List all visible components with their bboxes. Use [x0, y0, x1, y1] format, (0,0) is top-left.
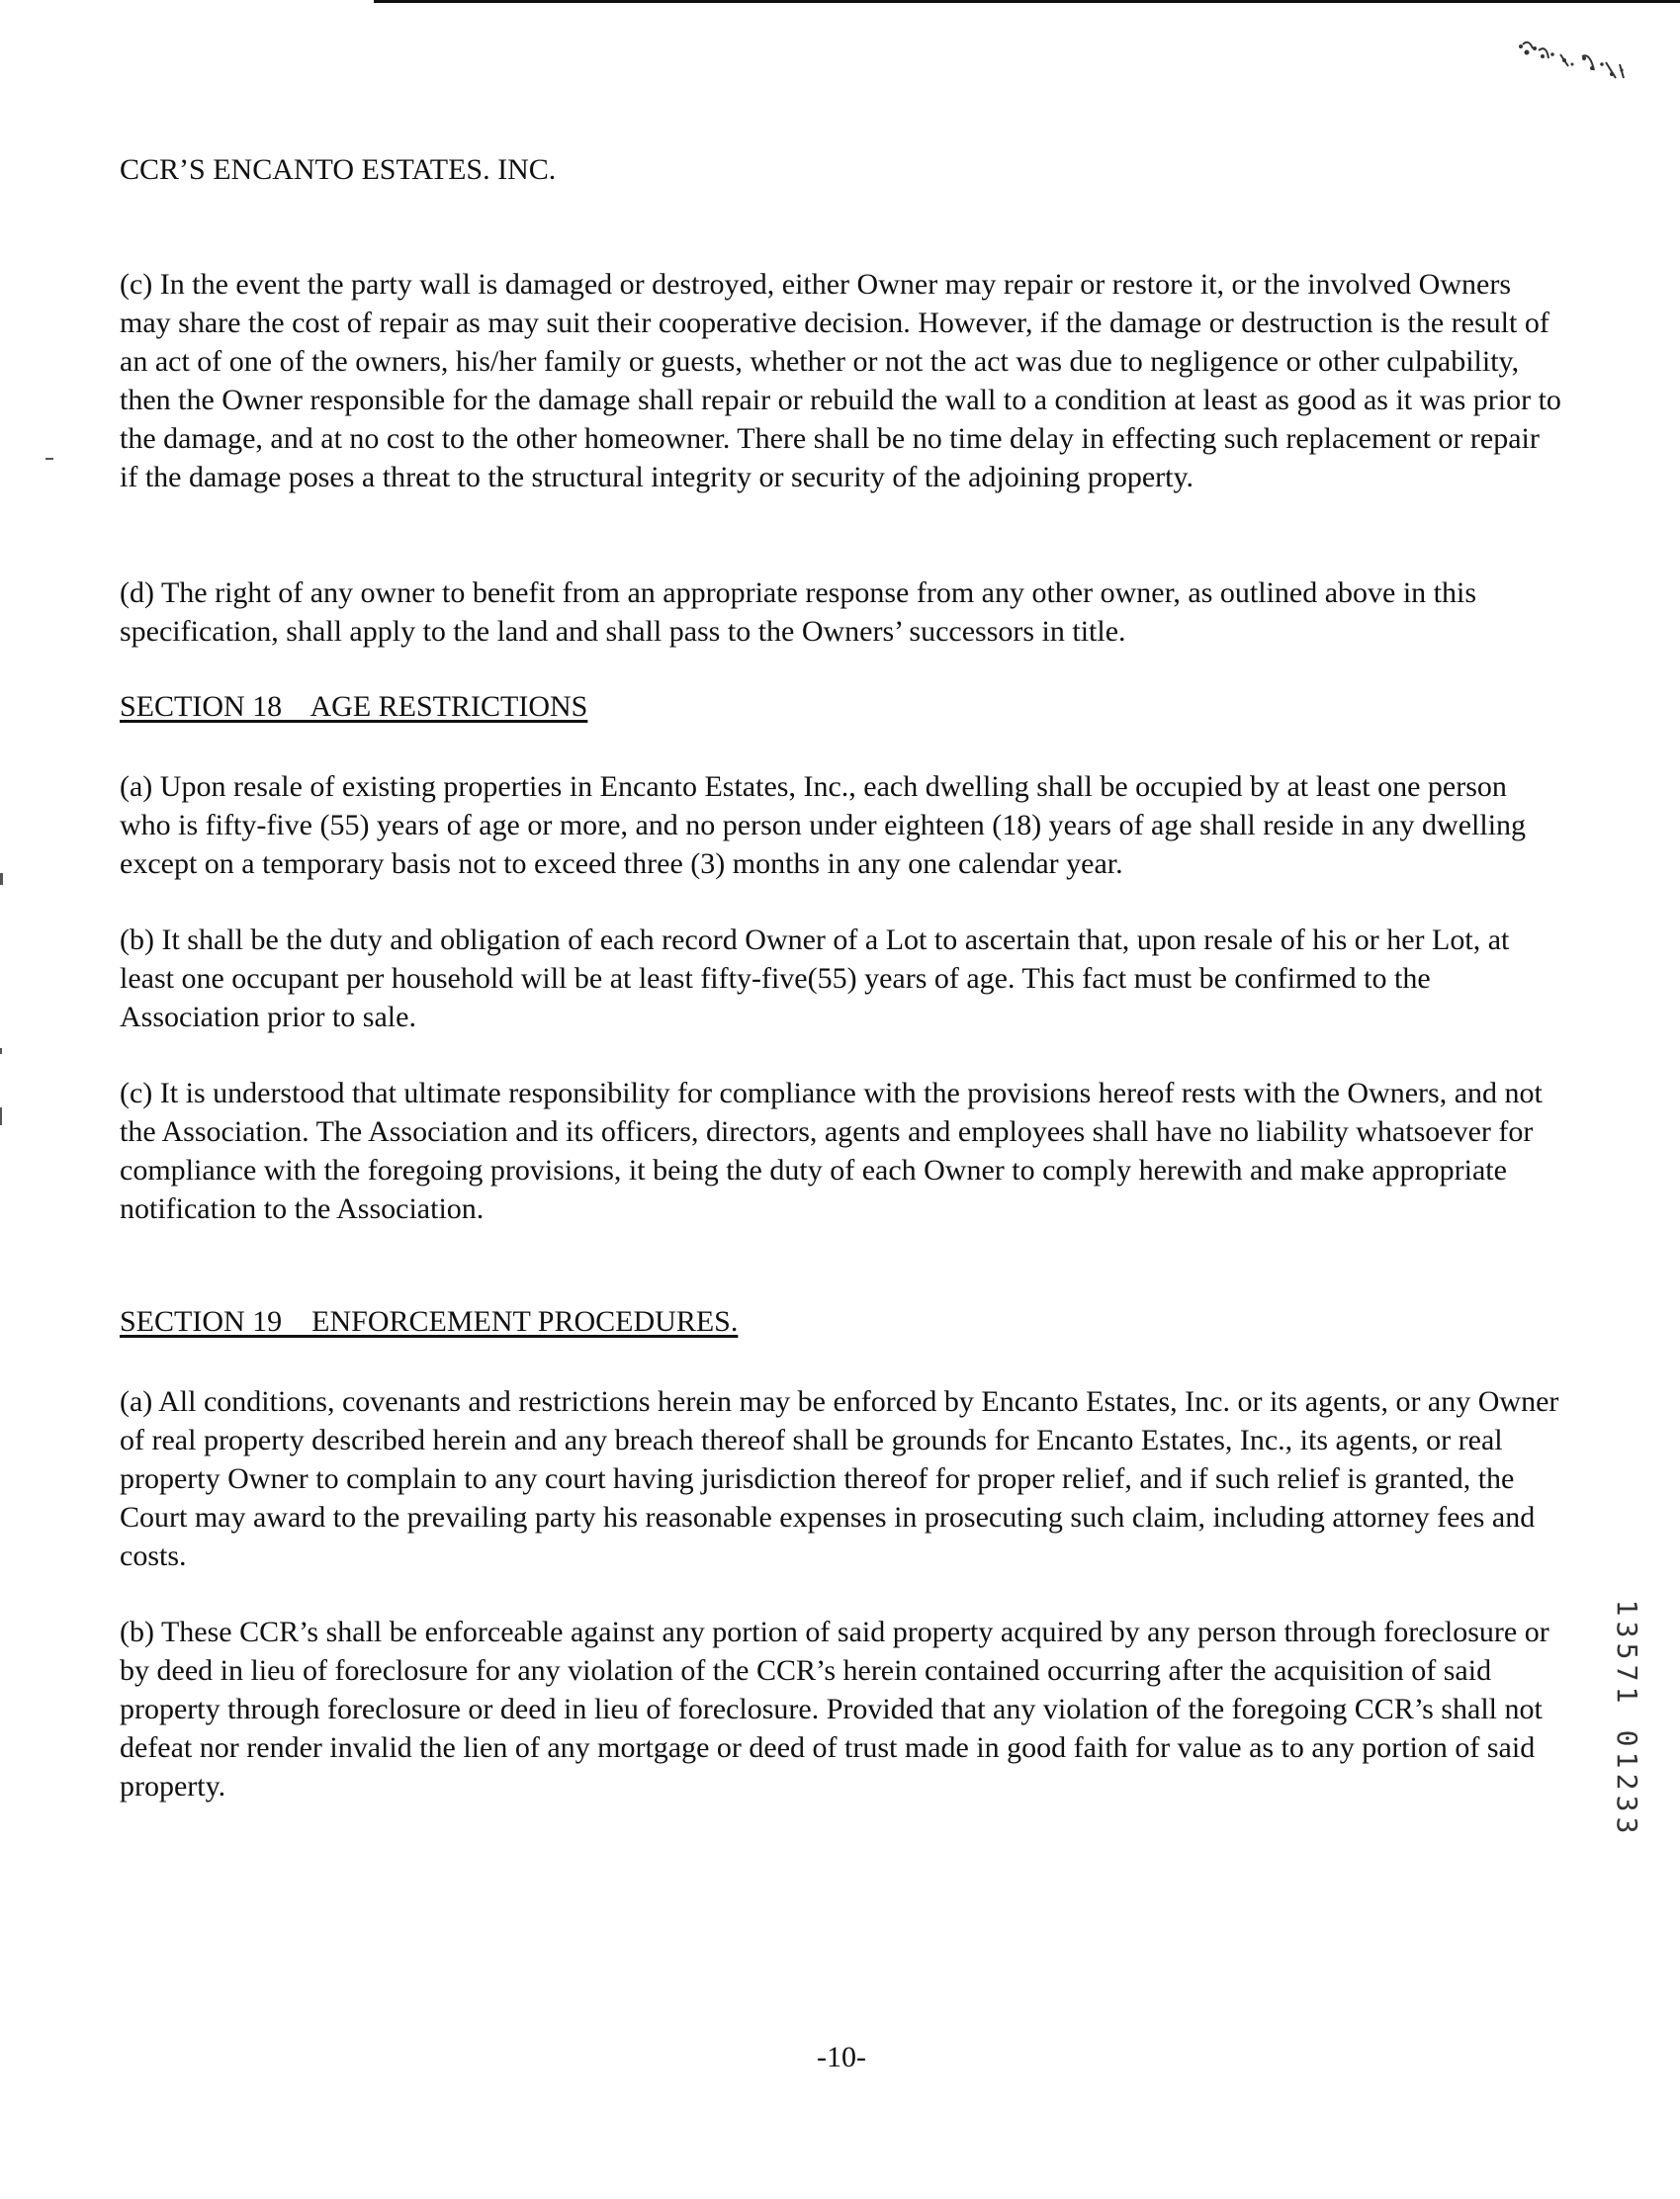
- scan-top-border: [374, 0, 1680, 3]
- section-18-paragraph-a: (a) Upon resale of existing properties in Encanto Estates, Inc., each dwelling shall be occupied by at least one person who is fifty-five (55) years of age or more, and no person under eighteen (18) years of age shall reside in any dwelling except on a temporary basis not to exceed three (3) months in any one calendar year.: [120, 770, 1527, 880]
- section-18-paragraph-c: (c) It is understood that ultimate responsibility for compliance with the provisions hereof rests with the Owners, and not the Association. The Association and its officers, directors, agents and employees shall have no liability whatsoever for compliance with the foregoing provisions, it being the duty of each Owner to comply herewith and make appropriate notification to the Association.: [120, 1077, 1543, 1225]
- margin-scan-mark: [45, 458, 53, 460]
- stamp-digit: 7: [1611, 1664, 1643, 1682]
- margin-scan-mark: [0, 1107, 2, 1125]
- paragraph-c-party-wall: (c) In the event the party wall is damaged or destroyed, either Owner may repair or restore it, or the involved Owners may share the cost of repair as may suit their cooperative decision. However, if the damage or destruction is the result of an act of one of the owners, his/her family or guests, whether or not the act was due to negligence or other culpability, then the Owner responsible for the damage shall repair or rebuild the wall to a condition at least as good as it was prior to the damage, and at no cost to the other homeowner. There shall be no time delay in effecting such replacement or repair if the damage poses a threat to the structural integrity or security of the adjoining property.: [120, 268, 1561, 493]
- stamp-digit: 2: [1611, 1773, 1643, 1791]
- handwritten-initials-mark: [1513, 35, 1632, 114]
- margin-scan-mark: [0, 873, 3, 885]
- document-header-title: CCR’S ENCANTO ESTATES. INC.: [120, 153, 557, 186]
- section-19-heading: SECTION 19 ENFORCEMENT PROCEDURES.: [120, 1305, 739, 1338]
- stamp-digit: 0: [1611, 1729, 1643, 1747]
- recording-number-stamp: [1610, 1597, 1643, 1864]
- stamp-digit: 3: [1611, 1795, 1643, 1812]
- section-19-paragraph-a: (a) All conditions, covenants and restrictions herein may be enforced by Encanto Estates, Inc. or its agents, or any Owner of real property described herein and any breach thereof shall be grounds for Encanto Estates, Inc., its agents, or real property Owner to complain to any court having jurisdiction thereof for proper relief, and if such relief is granted, the Court may award to the prevailing party his reasonable expenses in prosecuting such claim, including attorney fees and costs.: [120, 1385, 1559, 1572]
- section-18-heading: SECTION 18 AGE RESTRICTIONS: [120, 690, 588, 723]
- stamp-digit: 1: [1611, 1599, 1643, 1617]
- stamp-digit: 3: [1611, 1816, 1643, 1834]
- margin-scan-mark: [0, 1048, 2, 1054]
- stamp-digit: 3: [1611, 1621, 1643, 1638]
- paragraph-d-owner-rights: (d) The right of any owner to benefit from an appropriate response from any other owner, as outlined above in this specification, shall apply to the land and shall pass to the Owners’ successors in title.: [120, 576, 1477, 648]
- stamp-digit: 1: [1611, 1686, 1643, 1704]
- stamp-digit: 5: [1611, 1642, 1643, 1660]
- page-number: -10-: [817, 2041, 866, 2073]
- section-18-paragraph-b: (b) It shall be the duty and obligation of each record Owner of a Lot to ascertain that, upon resale of his or her Lot, at least one occupant per household will be at least fifty-five(55) years of age. This fact must be confirmed to the Association prior to sale.: [120, 924, 1510, 1033]
- stamp-digit: 1: [1611, 1751, 1643, 1769]
- section-19-paragraph-b: (b) These CCR’s shall be enforceable against any portion of said property acquired by any person through foreclosure or by deed in lieu of foreclosure for any violation of the CCR’s herein contained occurring after the acquisition of said property through foreclosure or deed in lieu of foreclosure. Provided that any violation of the foregoing CCR’s shall not defeat nor render invalid the lien of any mortgage or deed of trust made in good faith for value as to any portion of said property.: [120, 1616, 1549, 1803]
